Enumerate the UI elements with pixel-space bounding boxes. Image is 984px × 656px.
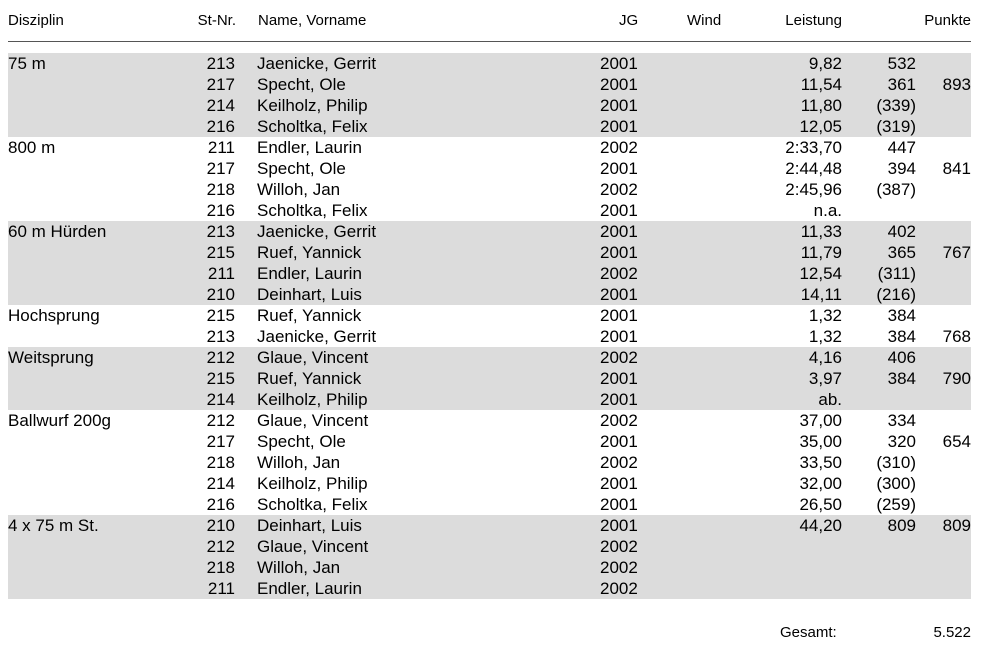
discipline-name: 60 m Hürden (8, 222, 107, 241)
start-number: 218 (206, 453, 235, 472)
start-number: 215 (206, 369, 235, 388)
table-row (8, 431, 971, 452)
performance: 12,54 (799, 264, 842, 283)
table-row (8, 410, 971, 431)
points: (387) (876, 180, 916, 199)
birth-year: 2001 (600, 201, 638, 220)
table-row (8, 95, 971, 116)
performance: 14,11 (800, 285, 842, 304)
header-divider (8, 41, 971, 42)
discipline-name: Ballwurf 200g (8, 411, 112, 430)
athlete-name: Ruef, Yannick (257, 369, 362, 388)
discipline-name: Weitsprung (8, 348, 94, 367)
start-number: 212 (206, 537, 235, 556)
birth-year: 2002 (600, 579, 638, 598)
discipline-total: 767 (942, 243, 971, 262)
discipline-group (8, 221, 971, 305)
header-disziplin: Disziplin (8, 12, 64, 29)
discipline-group (8, 410, 971, 515)
athlete-name: Glaue, Vincent (257, 348, 369, 367)
table-row (8, 368, 971, 389)
table-row (8, 515, 971, 536)
points: 320 (887, 432, 916, 451)
athlete-name: Deinhart, Luis (257, 285, 362, 304)
athlete-name: Specht, Ole (257, 159, 346, 178)
table-row (8, 242, 971, 263)
table-row (8, 347, 971, 368)
discipline-total: 654 (942, 432, 971, 451)
start-number: 212 (206, 411, 235, 430)
birth-year: 2001 (600, 495, 638, 514)
start-number: 217 (206, 75, 235, 94)
table-row (8, 578, 971, 599)
table-row (8, 158, 971, 179)
discipline-group (8, 53, 971, 137)
points: 394 (887, 159, 916, 178)
athlete-name: Willoh, Jan (257, 558, 341, 577)
performance: 9,82 (808, 54, 842, 73)
start-number: 214 (206, 390, 235, 409)
table-row (8, 74, 971, 95)
table-row (8, 536, 971, 557)
start-number: 217 (206, 159, 235, 178)
header-punkte: Punkte (924, 12, 971, 29)
start-number: 215 (206, 306, 235, 325)
start-number: 214 (206, 96, 235, 115)
start-number: 211 (207, 264, 235, 283)
header-wind: Wind (687, 12, 722, 29)
start-number: 213 (206, 222, 235, 241)
birth-year: 2001 (600, 516, 638, 535)
athlete-name: Jaenicke, Gerrit (257, 54, 377, 73)
points: (319) (876, 117, 916, 136)
start-number: 210 (206, 285, 235, 304)
athlete-name: Glaue, Vincent (257, 537, 369, 556)
athlete-name: Scholtka, Felix (257, 495, 368, 514)
points: (259) (876, 495, 916, 514)
discipline-name: Hochsprung (8, 306, 100, 325)
discipline-total: 809 (942, 516, 971, 535)
birth-year: 2001 (600, 243, 638, 262)
start-number: 218 (206, 558, 235, 577)
points: 384 (887, 369, 916, 388)
athlete-name: Scholtka, Felix (257, 201, 368, 220)
discipline-group (8, 347, 971, 410)
birth-year: 2001 (600, 222, 638, 241)
discipline-name: 75 m (8, 54, 46, 73)
start-number: 216 (206, 117, 235, 136)
discipline-total: 893 (942, 75, 971, 94)
athlete-name: Jaenicke, Gerrit (257, 327, 377, 346)
points: (216) (876, 285, 916, 304)
table-row (8, 179, 971, 200)
start-number: 210 (206, 516, 235, 535)
birth-year: 2001 (600, 390, 638, 409)
performance: 4,16 (808, 348, 842, 367)
birth-year: 2002 (600, 348, 638, 367)
table-row (8, 284, 971, 305)
discipline-group (8, 137, 971, 221)
start-number: 216 (206, 495, 235, 514)
points: 384 (887, 306, 916, 325)
performance: 1,32 (808, 327, 842, 346)
discipline-total: 768 (942, 327, 971, 346)
table-row (8, 557, 971, 578)
athlete-name: Specht, Ole (257, 432, 346, 451)
birth-year: 2001 (600, 474, 638, 493)
table-header (0, 0, 984, 36)
athlete-name: Keilholz, Philip (257, 96, 368, 115)
table-row (8, 200, 971, 221)
birth-year: 2002 (600, 453, 638, 472)
athlete-name: Endler, Laurin (257, 138, 362, 157)
points: (339) (876, 96, 916, 115)
performance: 12,05 (799, 117, 842, 136)
table-row (8, 137, 971, 158)
athlete-name: Ruef, Yannick (257, 306, 362, 325)
athlete-name: Specht, Ole (257, 75, 346, 94)
points: 532 (887, 54, 916, 73)
athlete-name: Glaue, Vincent (257, 411, 369, 430)
table-row (8, 116, 971, 137)
table-row (8, 221, 971, 242)
points: (310) (876, 453, 916, 472)
total-label: Gesamt: (780, 624, 837, 641)
start-number: 211 (207, 138, 235, 157)
birth-year: 2001 (600, 327, 638, 346)
points: (300) (876, 474, 916, 493)
birth-year: 2002 (600, 411, 638, 430)
performance: 26,50 (799, 495, 842, 514)
points: 334 (887, 411, 916, 430)
birth-year: 2002 (600, 537, 638, 556)
start-number: 212 (206, 348, 235, 367)
birth-year: 2001 (600, 159, 638, 178)
birth-year: 2001 (600, 285, 638, 304)
birth-year: 2001 (600, 432, 638, 451)
table-row (8, 389, 971, 410)
performance: 2:45,96 (785, 180, 842, 199)
birth-year: 2001 (600, 54, 638, 73)
points: 365 (887, 243, 916, 262)
results-table (8, 53, 971, 599)
performance: 44,20 (799, 516, 842, 535)
start-number: 216 (206, 201, 235, 220)
birth-year: 2001 (600, 306, 638, 325)
athlete-name: Endler, Laurin (257, 579, 362, 598)
discipline-group (8, 305, 971, 347)
performance: 11,33 (800, 222, 842, 241)
discipline-name: 4 x 75 m St. (8, 516, 99, 535)
performance: 3,97 (808, 369, 842, 388)
start-number: 214 (206, 474, 235, 493)
athlete-name: Jaenicke, Gerrit (257, 222, 377, 241)
total-value: 5.522 (933, 624, 971, 641)
performance: 32,00 (799, 474, 842, 493)
birth-year: 2002 (600, 180, 638, 199)
header-startnummer: St-Nr. (197, 12, 236, 29)
table-row (8, 452, 971, 473)
table-row (8, 263, 971, 284)
athlete-name: Keilholz, Philip (257, 390, 368, 409)
points: 406 (887, 348, 916, 367)
points: (311) (877, 264, 916, 283)
athlete-name: Keilholz, Philip (257, 474, 368, 493)
performance: ab. (818, 390, 842, 409)
birth-year: 2002 (600, 138, 638, 157)
birth-year: 2001 (600, 75, 638, 94)
start-number: 213 (206, 327, 235, 346)
birth-year: 2001 (600, 369, 638, 388)
athlete-name: Ruef, Yannick (257, 243, 362, 262)
performance: 33,50 (799, 453, 842, 472)
athlete-name: Scholtka, Felix (257, 117, 368, 136)
table-row (8, 53, 971, 74)
table-row (8, 494, 971, 515)
athlete-name: Willoh, Jan (257, 453, 341, 472)
athlete-name: Deinhart, Luis (257, 516, 362, 535)
performance: 11,79 (800, 243, 842, 262)
start-number: 218 (206, 180, 235, 199)
discipline-name: 800 m (8, 138, 56, 157)
points: 809 (887, 516, 916, 535)
birth-year: 2001 (600, 96, 638, 115)
table-row (8, 473, 971, 494)
start-number: 213 (206, 54, 235, 73)
table-row (8, 326, 971, 347)
table-row (8, 305, 971, 326)
header-name: Name, Vorname (258, 12, 367, 29)
performance: 11,54 (800, 75, 842, 94)
points: 447 (887, 138, 916, 157)
birth-year: 2002 (600, 558, 638, 577)
start-number: 217 (206, 432, 235, 451)
start-number: 211 (207, 579, 235, 598)
performance: 11,80 (800, 96, 842, 115)
performance: 2:44,48 (785, 159, 842, 178)
birth-year: 2001 (600, 117, 638, 136)
athlete-name: Willoh, Jan (257, 180, 341, 199)
performance: 37,00 (799, 411, 842, 430)
birth-year: 2002 (600, 264, 638, 283)
performance: 35,00 (799, 432, 842, 451)
performance: n.a. (813, 201, 842, 220)
points: 384 (887, 327, 916, 346)
discipline-total: 790 (942, 369, 971, 388)
discipline-total: 841 (942, 159, 971, 178)
athlete-name: Endler, Laurin (257, 264, 362, 283)
start-number: 215 (206, 243, 235, 262)
performance: 1,32 (808, 306, 842, 325)
header-leistung: Leistung (785, 12, 842, 29)
points: 361 (887, 75, 916, 94)
discipline-group (8, 515, 971, 599)
performance: 2:33,70 (785, 138, 842, 157)
points: 402 (887, 222, 916, 241)
header-jahrgang: JG (619, 12, 639, 29)
